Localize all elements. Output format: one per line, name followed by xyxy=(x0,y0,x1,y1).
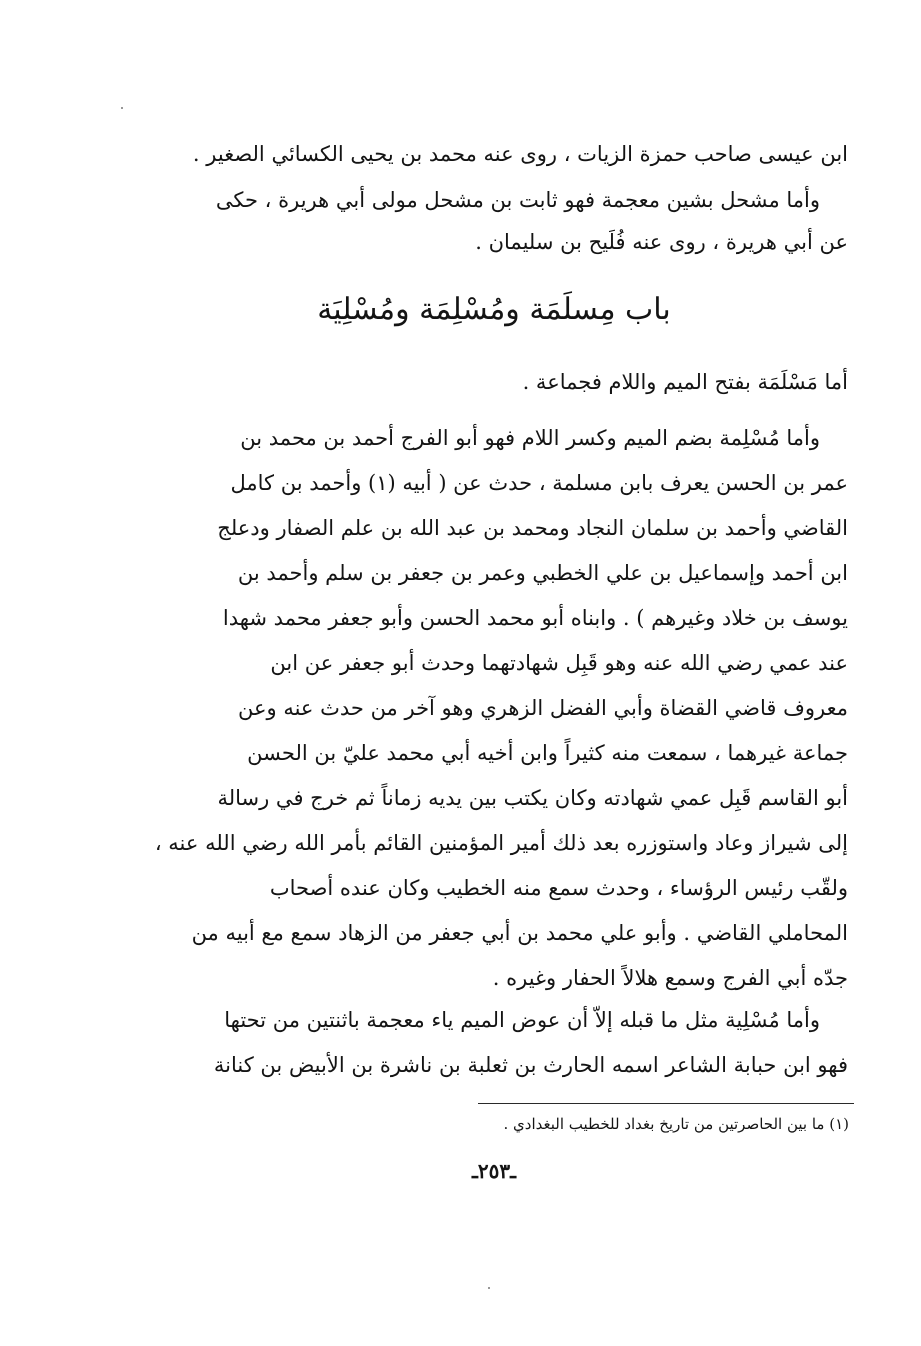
text-line: فهو ابن حبابة الشاعر اسمه الحارث بن ثعلبة بن ناشرة بن الأبيض بن كنانة xyxy=(213,1053,848,1077)
text-line: جدّه أبي الفرج وسمع هلالاً الحفار وغيره . xyxy=(492,966,848,990)
text-line: عند عمي رضي الله عنه وهو قَبِل شهادتهما وحدث أبو جعفر عن ابن xyxy=(270,651,848,675)
text-line: وأما مشحل بشين معجمة فهو ثابت بن مشحل مولى أبي هريرة ، حكى xyxy=(215,188,820,212)
text-line: معروف قاضي القضاة وأبي الفضل الزهري وهو آخر من حدث عنه وعن xyxy=(237,696,848,720)
section-heading: باب مِسلَمَة ومُسْلِمَة ومُسْلِيَة xyxy=(317,292,671,327)
footnote: (١) ما بين الحاصرتين من تاريخ بغداد للخطيب البغدادي . xyxy=(503,1115,849,1133)
text-line: أما مَسْلَمَة بفتح الميم واللام فجماعة . xyxy=(522,370,848,394)
text-line: وأما مُسْلِية مثل ما قبله إلاّ أن عوض الميم ياء معجمة باثنتين من تحتها xyxy=(224,1008,820,1032)
text-line: ابن أحمد وإسماعيل بن علي الخطبي وعمر بن جعفر بن سلم وأحمد بن xyxy=(237,561,848,585)
text-line: إلى شيراز وعاد واستوزره بعد ذلك أمير المؤمنين القائم بأمر الله رضي الله عنه ، xyxy=(154,831,848,855)
text-line: يوسف بن خلاد وغيرهم ) . وابناه أبو محمد الحسن وأبو جعفر محمد شهدا xyxy=(222,606,848,630)
scan-speck xyxy=(121,107,123,109)
text-line: المحاملي القاضي . وأبو علي محمد بن أبي جعفر من الزهاد سمع مع أبيه من xyxy=(191,921,848,945)
text-line: جماعة غيرهما ، سمعت منه كثيراً وابن أخيه أبي محمد عليّ بن الحسن xyxy=(247,741,848,765)
scan-speck xyxy=(488,1287,490,1289)
text-line: أبو القاسم قَبِل عمي شهادته وكان يكتب بين يديه زماناً ثم خرج في رسالة xyxy=(217,786,848,810)
text-line: ابن عيسى صاحب حمزة الزيات ، روى عنه محمد بن يحيى الكسائي الصغير . xyxy=(192,142,848,166)
page-number: ـ٢٥٣ـ xyxy=(472,1159,516,1183)
text-line: عمر بن الحسن يعرف بابن مسلمة ، حدث عن ( أبيه (١) وأحمد بن كامل xyxy=(230,471,848,495)
text-line: عن أبي هريرة ، روى عنه فُلَيح بن سليمان . xyxy=(475,230,848,254)
text-line: وأما مُسْلِمة بضم الميم وكسر اللام فهو أبو الفرج أحمد بن محمد بن xyxy=(240,426,820,450)
footnote-separator xyxy=(478,1103,854,1104)
text-line: القاضي وأحمد بن سلمان النجاد ومحمد بن عبد الله بن علم الصفار ودعلج xyxy=(217,516,848,540)
text-line: ولقّب رئيس الرؤساء ، وحدث سمع منه الخطيب وكان عنده أصحاب xyxy=(269,876,848,900)
